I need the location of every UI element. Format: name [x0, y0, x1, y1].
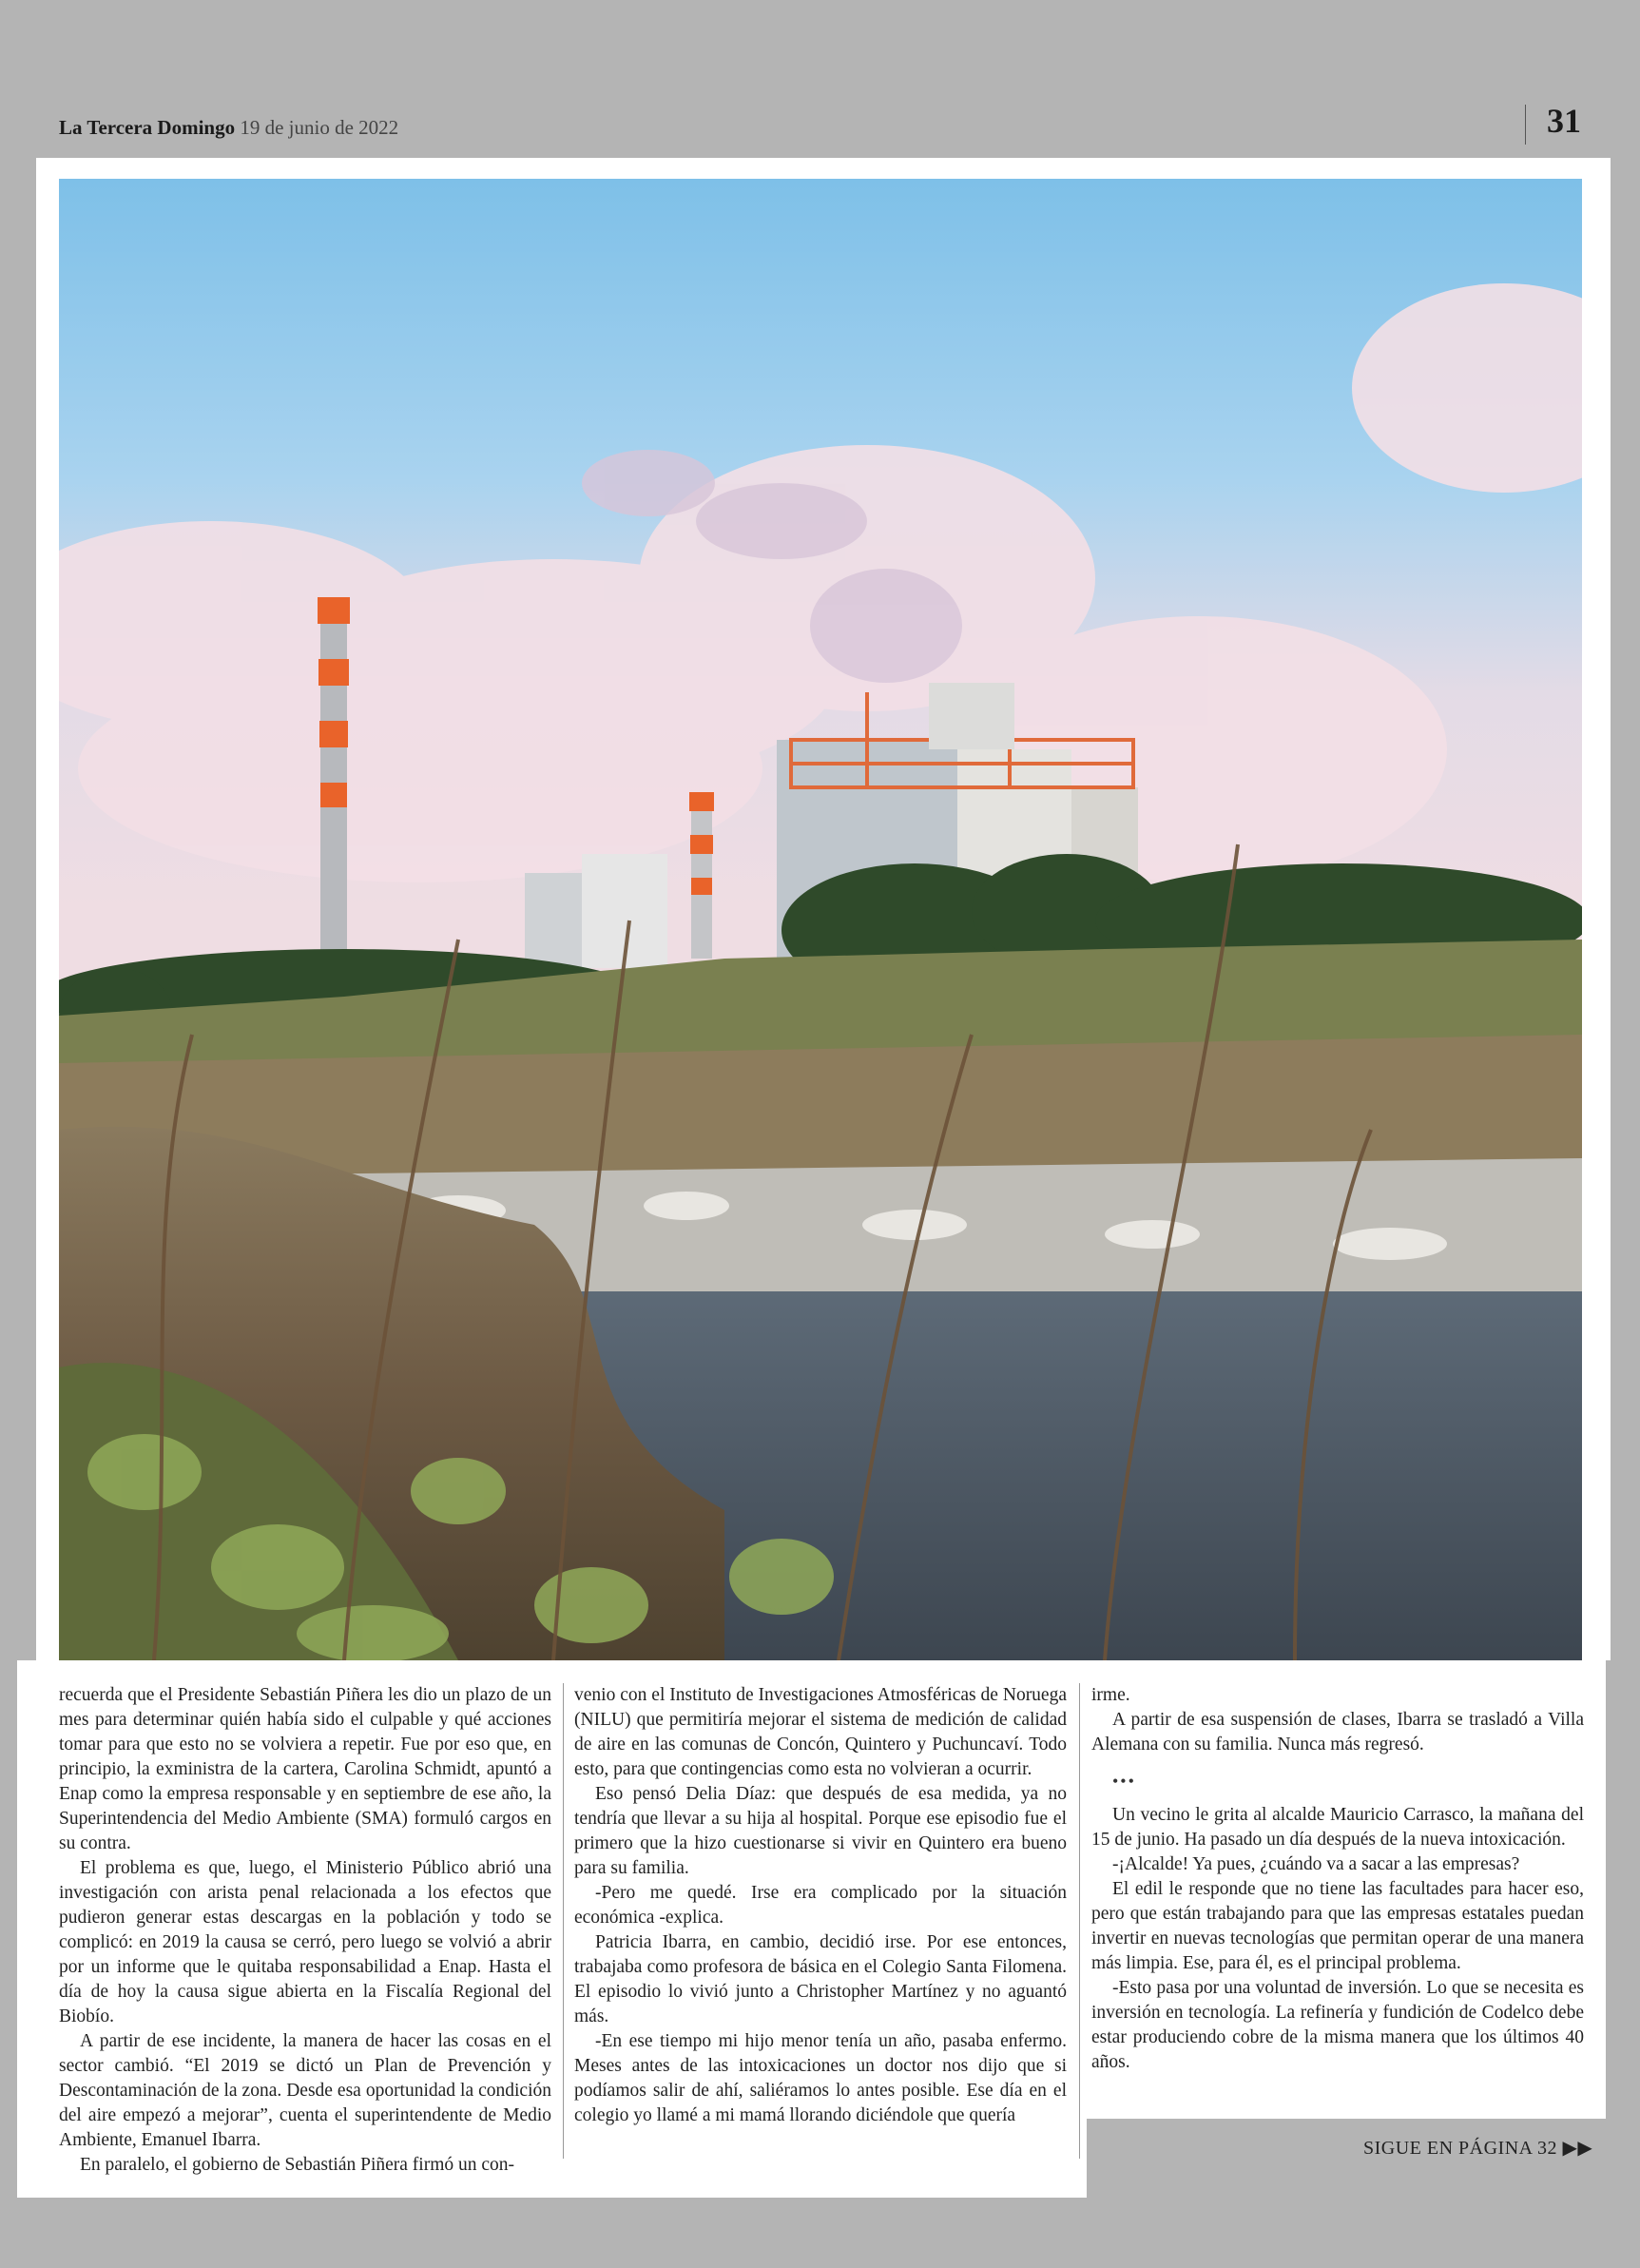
paragraph: El edil le responde que no tiene las facultades para hacer eso, pero que están trabajando para que las empresas estatales puedan invertir en nuevas tecnologías que permitan operar de una manera más limpia. Ese, para él, es el principal problema.	[1091, 1879, 1584, 1973]
paragraph: Un vecino le grita al alcalde Mauricio Carrasco, la mañana del 15 de junio. Ha pasado un día después de la nueva intoxicación.	[1091, 1805, 1584, 1850]
paragraph: Eso pensó Delia Díaz: que después de esa medida, ya no tendría que llevar a su hija al hospital. Porque ese episodio fue el primero que la hizo cuestionarse si vivir en Quintero era bueno para su familia.	[574, 1784, 1067, 1878]
page-number-divider	[1525, 105, 1526, 145]
article-column-1	[59, 1683, 551, 2178]
publication-line	[59, 116, 398, 140]
paragraph: irme.	[1091, 1685, 1130, 1705]
paragraph: -Pero me quedé. Irse era complicado por la situación económica -explica.	[574, 1883, 1067, 1928]
paragraph: A partir de ese incidente, la manera de hacer las cosas en el sector cambió. “El 2019 se dictó un Plan de Prevención y Descontaminación de la zona. Desde esa oportunidad la condición del aire empezó a mejorar”, cuenta el superintendente de Medio Ambiente, Emanuel Ibarra.	[59, 2031, 551, 2150]
paragraph: -Esto pasa por una voluntad de inversión. Lo que se necesita es inversión en tecnología. La refinería y fundición de Codelco debe estar produciendo cobre de la misma manera que los últimos 40 años.	[1091, 1978, 1584, 2072]
article-column-2	[574, 1683, 1067, 2128]
photo-illustration	[59, 179, 1582, 1660]
paragraph: -En ese tiempo mi hijo menor tenía un año, pasaba enfermo. Meses antes de las intoxicaciones un doctor nos dijo que si podíamos salir de ahí, saliéramos lo antes posible. Ese día en el colegio yo llamé a mi mamá llorando diciéndole que quería	[574, 2031, 1067, 2125]
paragraph: Patricia Ibarra, en cambio, decidió irse. Por ese entonces, trabajaba como profesora de básica en el Colegio Santa Filomena. El episodio lo vivió junto a Christopher Martínez y no aguantó más.	[574, 1932, 1067, 2026]
paragraph: venio con el Instituto de Investigaciones Atmosféricas de Noruega (NILU) que permitiría mejorar el sistema de medición de calidad de aire en las comunas de Concón, Quintero y Puchuncaví. Todo esto, para que contingencias como esta no volvieran a ocurrir.	[574, 1685, 1067, 1779]
paragraph: En paralelo, el gobierno de Sebastián Piñera firmó un con-	[80, 2155, 515, 2175]
article-column-3	[1091, 1683, 1584, 2075]
continue-on-page-link[interactable]: SIGUE EN PÁGINA 32 ▶▶	[1363, 2138, 1593, 2159]
paragraph: -¡Alcalde! Ya pues, ¿cuándo va a sacar a las empresas?	[1112, 1854, 1520, 1874]
page-header	[59, 102, 1581, 150]
column-divider	[1079, 1683, 1080, 2159]
paragraph: A partir de esa suspensión de clases, Ibarra se trasladó a Villa Alemana con su familia. Nunca más regresó.	[1091, 1710, 1584, 1754]
publication-name: La Tercera Domingo	[59, 116, 236, 139]
section-separator: •••	[1112, 1772, 1136, 1791]
column-divider	[563, 1683, 564, 2159]
paragraph: recuerda que el Presidente Sebastián Piñera les dio un plazo de un mes para determinar quién había sido el culpable y qué acciones tomar para que esto no se volviera a repetir. Fue por eso que, en principio, la exministra de la cartera, Carolina Schmidt, apuntó a Enap como la empresa responsable y en septiembre de ese año, la Superintendencia del Medio Ambiente (SMA) formuló cargos en su contra.	[59, 1685, 551, 1853]
publication-date: 19 de junio de 2022	[240, 116, 399, 139]
paragraph: El problema es que, luego, el Ministerio Público abrió una investigación con arista penal relacionada a los efectos que pudieron generar estas descargas en la población y todo se complicó: en 2019 la causa se cerró, pero luego se volvió a abrir por un informe que le quitaba responsabilidad a Enap. Hasta el día de hoy la causa sigue abierta en la Fiscalía Regional del Biobío.	[59, 1858, 551, 2026]
industrial-plant-photo	[59, 179, 1582, 1660]
page-number: 31	[1547, 102, 1581, 140]
